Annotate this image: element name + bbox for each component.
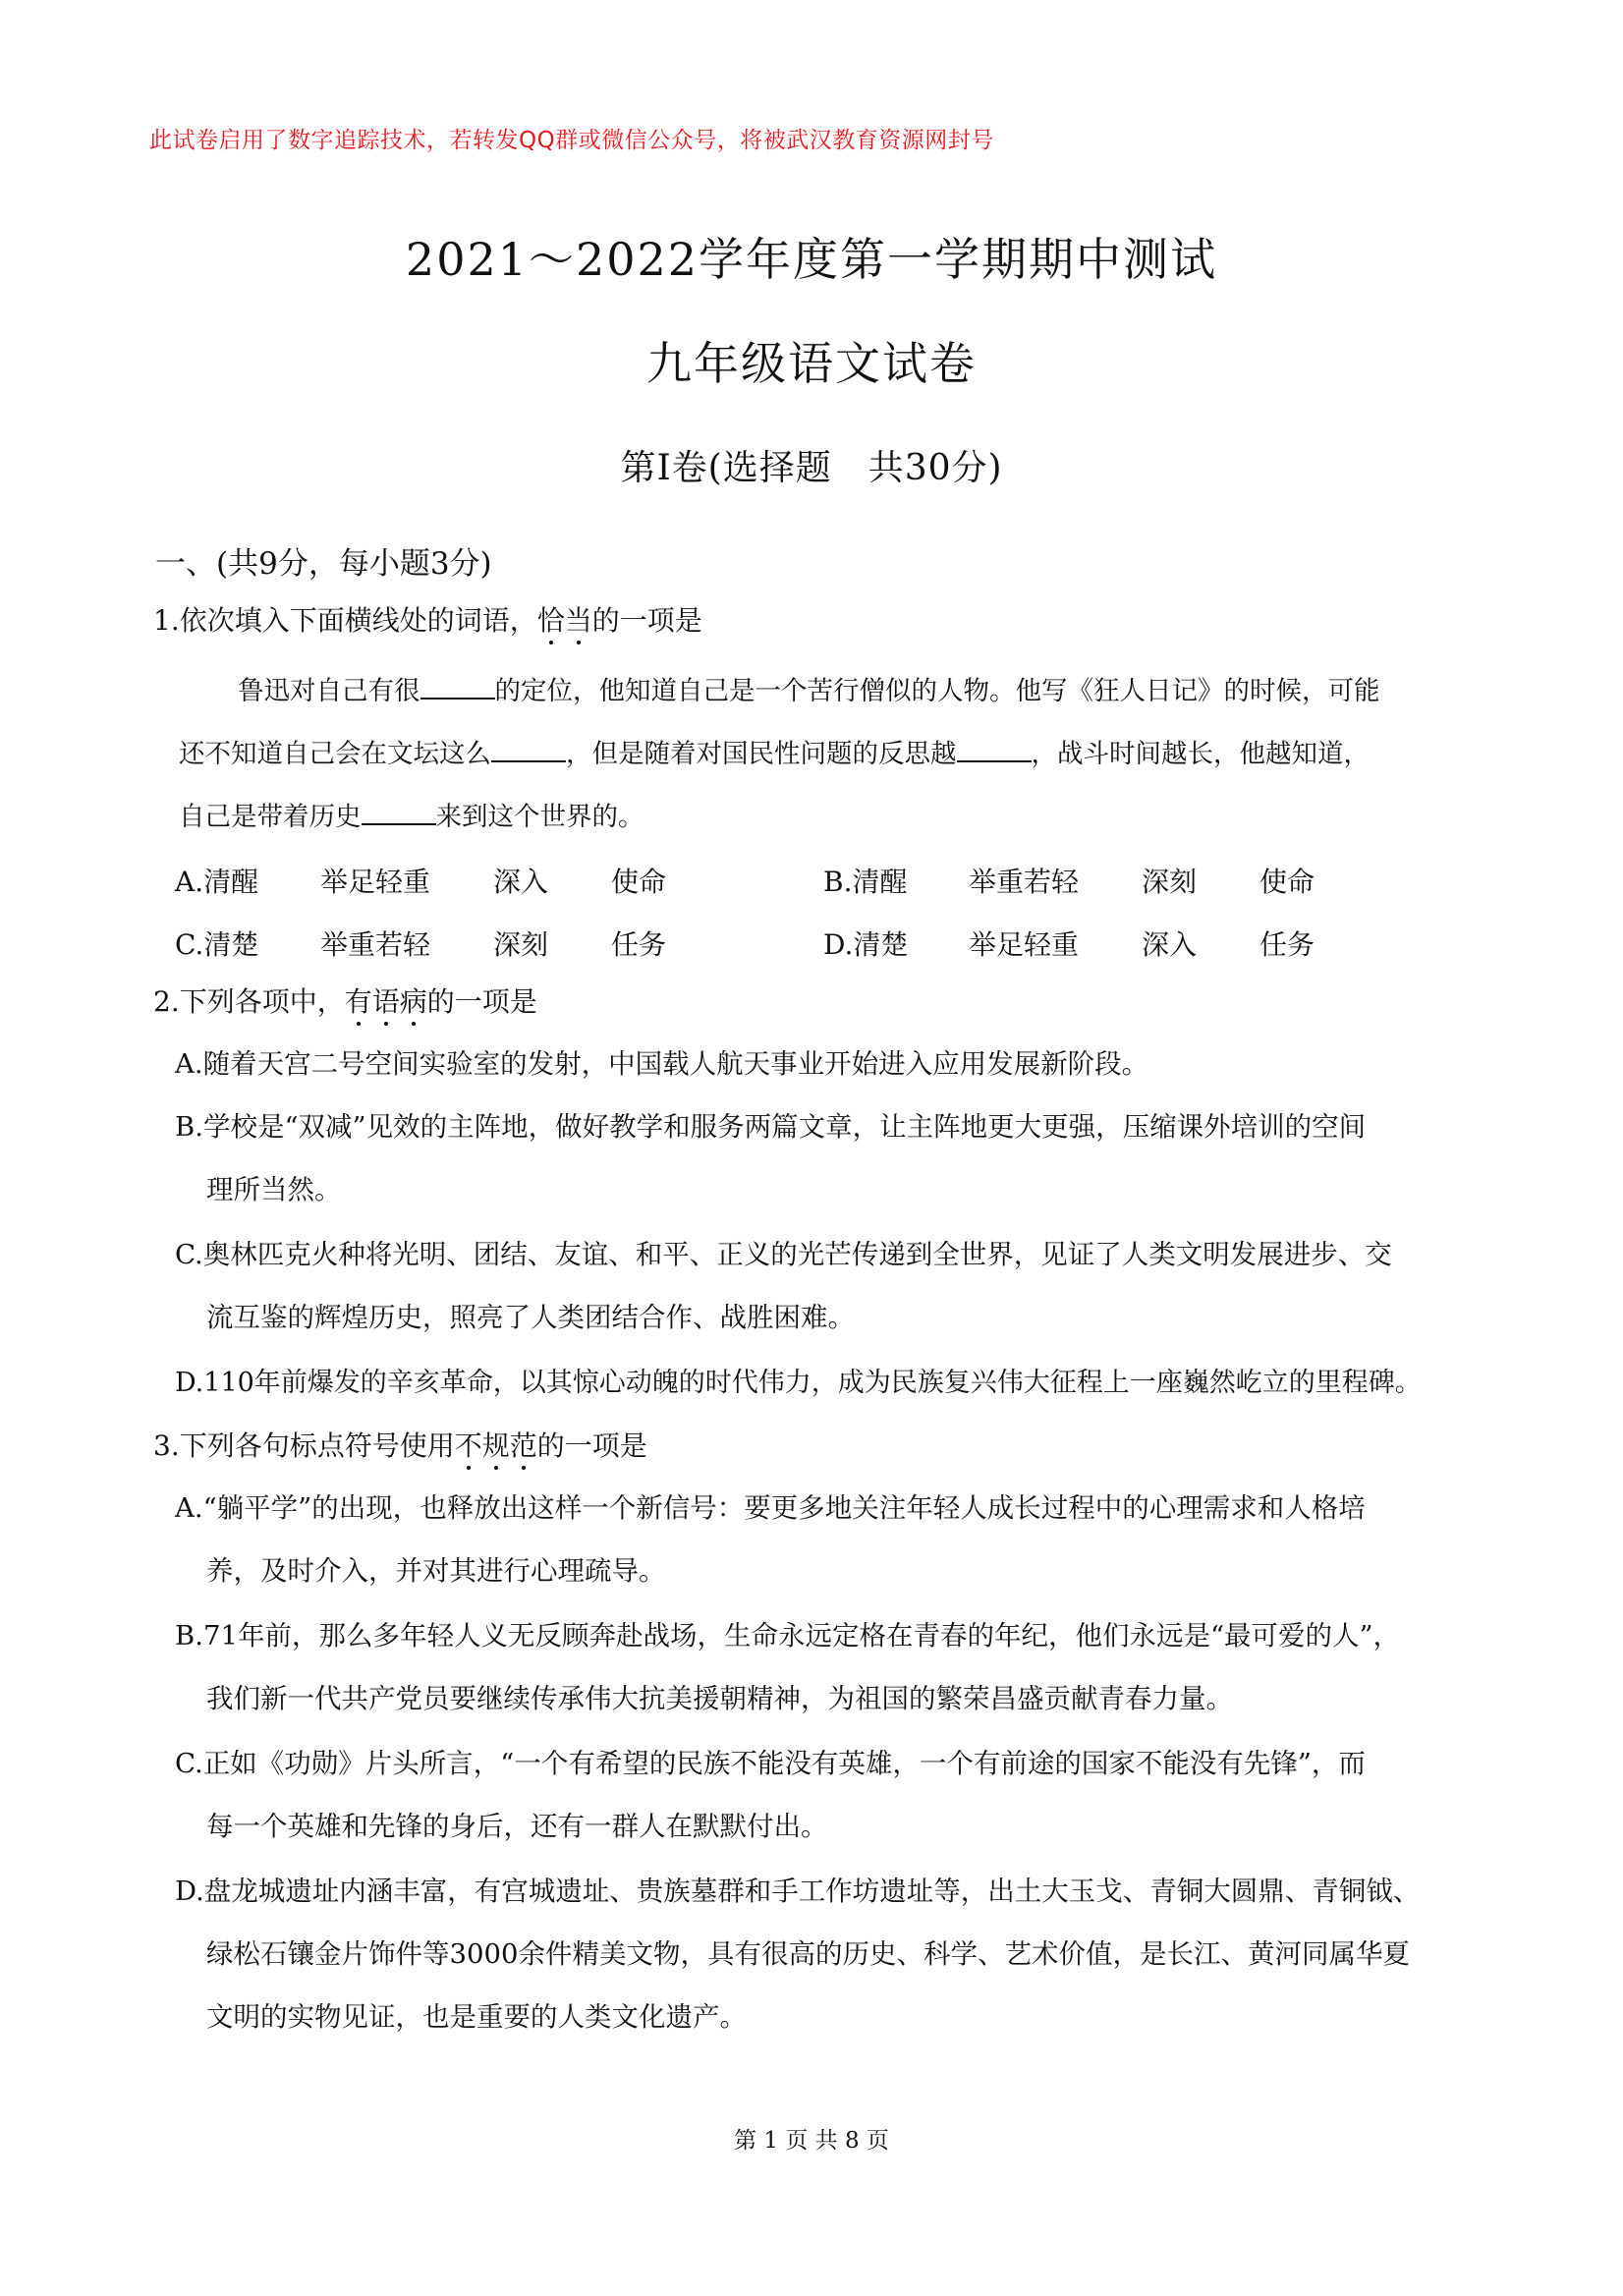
option-word: 深入 xyxy=(493,866,549,898)
answer-blank xyxy=(362,798,436,825)
part-heading: 第Ⅰ卷(选择题 共30分) xyxy=(620,448,1003,488)
question-3-option-d: D.盘龙城遗址内涵丰富，有宫城遗址、贵族墓群和手工作坊遗址等，出土大玉戈、青铜大圆鼎、青铜钺、 xyxy=(175,1876,1421,1907)
answer-blank xyxy=(957,735,1032,762)
option-word: 任务 xyxy=(1259,928,1315,961)
option-letter: A.清醒 xyxy=(175,866,259,898)
emphasis-char: 恰 xyxy=(536,604,565,637)
answer-blank xyxy=(491,735,566,762)
question-3-option-d-cont: 文明的实物见证，也是重要的人类文化遗产。 xyxy=(206,2001,747,2033)
option-word: 举重若轻 xyxy=(969,866,1080,898)
question-1-stem: 1.依次填入下面横线处的词语，恰当的一项是 xyxy=(153,604,702,637)
question-1-passage-line: 鲁迅对自己有很 的定位，他知道自己是一个苦行僧似的人物。他写《狂人日记》的时候，可能 xyxy=(238,672,1380,705)
option-word: 举重若轻 xyxy=(320,928,431,961)
option-word: 举足轻重 xyxy=(969,928,1080,961)
question-3-option-c-cont: 每一个英雄和先锋的身后，还有一群人在默默付出。 xyxy=(206,1811,828,1842)
question-3-option-a-cont: 养，及时介入，并对其进行心理疏导。 xyxy=(206,1555,666,1587)
question-3-option-c: C.正如《功勋》片头所言，“一个有希望的民族不能没有英雄，一个有前途的国家不能没有先锋”，而 xyxy=(175,1748,1366,1779)
option-letter: B.清醒 xyxy=(823,866,908,898)
emphasis-char: 语 xyxy=(371,985,400,1018)
option-word: 深刻 xyxy=(493,928,549,961)
exam-subtitle: 九年级语文试卷 xyxy=(646,337,977,390)
option-word: 使命 xyxy=(611,866,667,898)
question-3-stem: 3.下列各句标点符号使用不规范的一项是 xyxy=(153,1429,647,1462)
question-2-option-b-cont: 理所当然。 xyxy=(206,1174,342,1205)
emphasis-char: 不 xyxy=(454,1429,482,1462)
option-word: 任务 xyxy=(611,928,667,961)
emphasis-char: 有 xyxy=(344,985,372,1018)
emphasis-char: 范 xyxy=(509,1429,537,1462)
page-number: 第 1 页 共 8 页 xyxy=(734,2128,889,2154)
emphasis-char: 规 xyxy=(481,1429,510,1462)
question-2-option-c-cont: 流互鉴的辉煌历史，照亮了人类团结合作、战胜困难。 xyxy=(206,1302,855,1333)
exam-title: 2021～2022学年度第一学期期中测试 xyxy=(405,233,1218,286)
question-1-passage-line: 自己是带着历史 来到这个世界的。 xyxy=(179,798,644,831)
emphasis-char: 病 xyxy=(399,985,427,1018)
question-3-option-b-cont: 我们新一代共产党员要继续传承伟大抗美援朝精神，为祖国的繁荣昌盛贡献青春力量。 xyxy=(206,1683,1233,1714)
option-word: 使命 xyxy=(1259,866,1315,898)
question-2-option-a: A.随着天宫二号空间实验室的发射，中国载人航天事业开始进入应用发展新阶段。 xyxy=(175,1048,1149,1080)
answer-blank xyxy=(420,672,495,700)
section-heading: 一、(共9分，每小题3分) xyxy=(155,546,492,582)
emphasis-char: 当 xyxy=(564,604,592,637)
question-1-passage-line: 还不知道自己会在文坛这么 ，但是随着对国民性问题的反思越 ，战斗时间越长，他越知道， xyxy=(179,735,1370,768)
question-3-option-b: B.71年前，那么多年轻人义无反顾奔赴战场，生命永远定格在青春的年纪，他们永远是“最可爱的人”， xyxy=(175,1620,1401,1652)
option-word: 举足轻重 xyxy=(320,866,431,898)
question-2-option-c: C.奥林匹克火种将光明、团结、友谊、和平、正义的光芒传递到全世界，见证了人类文明发展进步、交 xyxy=(175,1239,1392,1270)
question-2-stem: 2.下列各项中，有语病的一项是 xyxy=(153,985,537,1018)
option-word: 深入 xyxy=(1142,928,1198,961)
question-3-option-d-cont: 绿松石镶金片饰件等3000余件精美文物，具有很高的历史、科学、艺术价值，是长江、黄河同属华夏 xyxy=(206,1938,1410,1970)
question-2-option-d: D.110年前爆发的辛亥革命，以其惊心动魄的时代伟力，成为民族复兴伟大征程上一座巍然屹立的里程碑。 xyxy=(175,1368,1422,1398)
option-word: 深刻 xyxy=(1142,866,1198,898)
question-2-option-b: B.学校是“双减”见效的主阵地，做好教学和服务两篇文章，让主阵地更大更强，压缩课外培训的空间 xyxy=(175,1111,1367,1143)
option-letter: C.清楚 xyxy=(175,928,259,961)
copyright-notice: 此试卷启用了数字追踪技术，若转发QQ群或微信公众号，将被武汉教育资源网封号 xyxy=(149,128,994,153)
question-3-option-a: A.“躺平学”的出现，也释放出这样一个新信号：要更多地关注年轻人成长过程中的心理需求和人格培 xyxy=(175,1492,1366,1524)
option-letter: D.清楚 xyxy=(823,928,909,961)
